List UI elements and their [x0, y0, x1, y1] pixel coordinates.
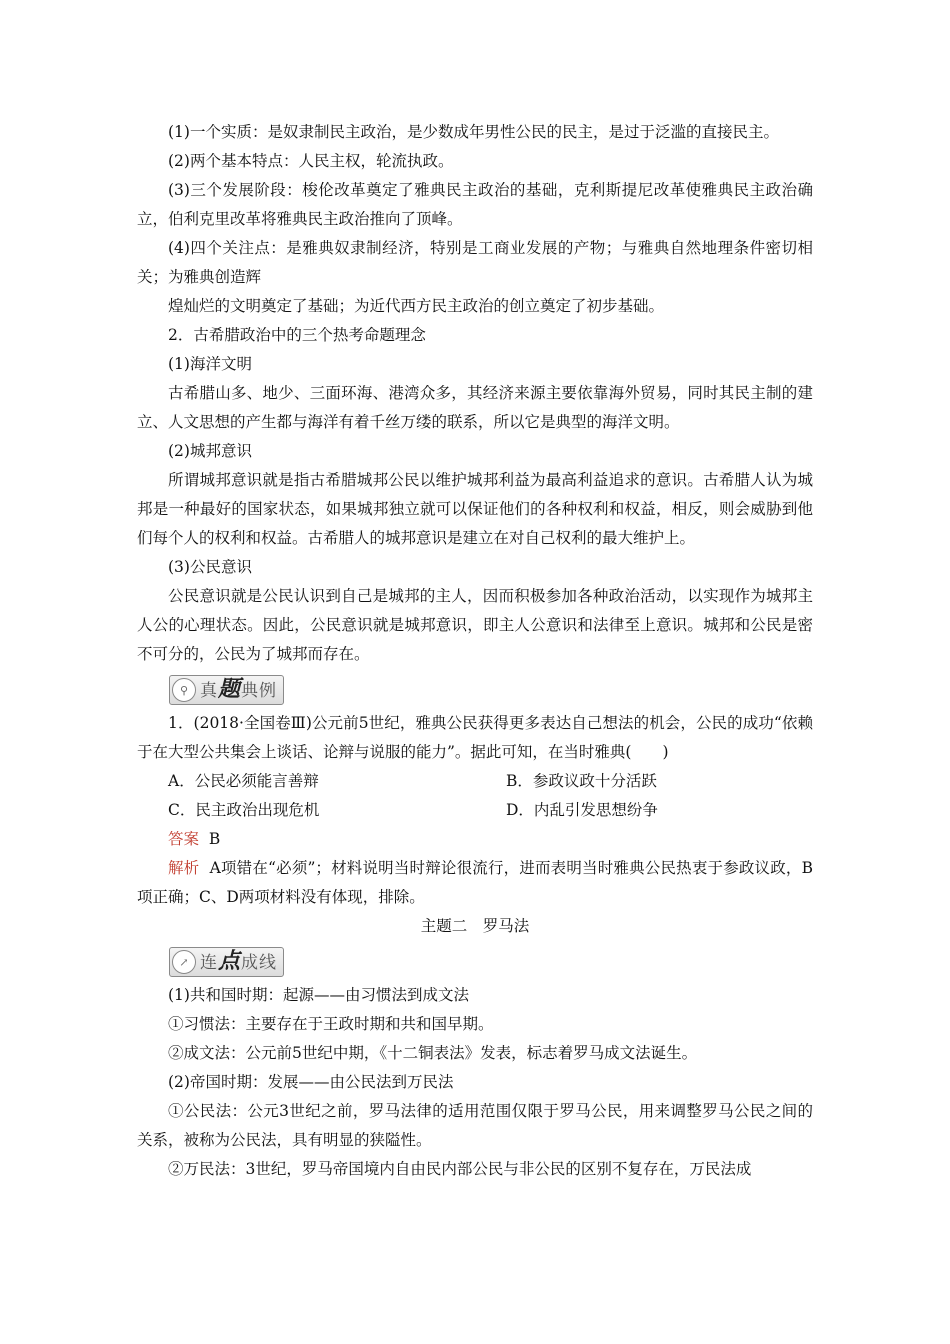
para-written-law: ②成文法：公元前5世纪中期，《十二铜表法》发表，标志着罗马成文法诞生。 [168, 1044, 698, 1062]
key-icon: ⚲ [172, 678, 196, 702]
para-focus-cont: 煌灿烂的文明奠定了基础；为近代西方民主政治的创立奠定了初步基础。 [168, 297, 665, 315]
para-customary-law: ①习惯法：主要存在于王政时期和共和国早期。 [168, 1015, 494, 1033]
badge2-text-post: 成线 [241, 952, 278, 973]
answer-label: 答案 [168, 830, 200, 848]
badge-connect [169, 947, 284, 977]
answer-value: B [208, 830, 221, 848]
badge-real-exam [169, 675, 284, 705]
para-ocean: 古希腊山多、地少、三面环海、港湾众多，其经济来源主要依靠海外贸易，同时其民主制的建立、人文思想的产生都与海洋有着千丝万缕的联系，所以它是典型的海洋文明。 [137, 384, 813, 431]
option-c: C．民主政治出现危机 [168, 801, 320, 819]
subheading-citizen: (3)公民意识 [168, 558, 252, 576]
para-civil-law: ①公民法：公元3世纪之前，罗马法律的适用范围仅限于罗马公民，用来调整罗马公民之间的关系，被称为公民法，具有明显的狭隘性。 [137, 1102, 813, 1149]
section-title: 2．古希腊政治中的三个热考命题理念 [168, 326, 426, 344]
para-city-state: 所谓城邦意识就是指古希腊城邦公民以维护城邦利益为最高利益追求的意识。古希腊人认为城邦是一种最好的国家状态，如果城邦独立就可以保证他们的各种权利和权益，相反，则会威胁到他们每个人的权利和权益。古希腊人的城邦意识是建立在对自己权利的最大维护上。 [137, 471, 813, 547]
para-features: (2)两个基本特点：人民主权，轮流执政。 [168, 152, 454, 170]
badge2-text-pre: 连 [200, 952, 218, 973]
subheading-city-state: (2)城邦意识 [168, 442, 252, 460]
para-law-of-nations: ②万民法：3世纪，罗马帝国境内自由民内部公民与非公民的区别不复存在，万民法成 [168, 1160, 752, 1178]
trend-icon: ↗ [172, 950, 196, 974]
analysis-label: 解析 [168, 859, 200, 877]
option-d: D．内乱引发思想纷争 [506, 801, 658, 819]
para-focus: (4)四个关注点：是雅典奴隶制经济，特别是工商业发展的产物；与雅典自然地理条件密切相关；为雅典创造辉 [137, 239, 813, 286]
para-empire: (2)帝国时期：发展——由公民法到万民法 [168, 1073, 454, 1091]
badge2-text-bold: 点 [218, 947, 242, 974]
badge-text-pre: 真 [200, 680, 218, 701]
topic-heading: 主题二 罗马法 [420, 917, 530, 935]
analysis-text: A项错在“必须”；材料说明当时辩论很流行，进而表明当时雅典公民热衷于参政议政，B项正确；C、D两项材料没有体现，排除。 [137, 859, 813, 906]
badge-text-bold: 题 [218, 675, 242, 702]
answer-line [137, 825, 813, 854]
question-options [137, 767, 813, 825]
subheading-ocean: (1)海洋文明 [168, 355, 252, 373]
question-stem: 1．(2018·全国卷Ⅲ)公元前5世纪，雅典公民获得更多表达自己想法的机会，公民的成功“依赖于在大型公共集会上谈话、论辩与说服的能力”。据此可知，在当时雅典( ) [137, 714, 813, 761]
option-a: A．公民必须能言善辩 [168, 772, 319, 790]
para-republic: (1)共和国时期：起源——由习惯法到成文法 [168, 986, 469, 1004]
document-page [137, 118, 813, 1184]
analysis-line [137, 854, 813, 912]
option-b: B．参政议政十分活跃 [506, 772, 657, 790]
badge-text-post: 典例 [241, 680, 278, 701]
para-essence: (1)一个实质：是奴隶制民主政治，是少数成年男性公民的民主，是过于泛滥的直接民主。 [168, 123, 779, 141]
para-citizen: 公民意识就是公民认识到自己是城邦的主人，因而积极参加各种政治活动，以实现作为城邦主人公的心理状态。因此，公民意识就是城邦意识，即主人公意识和法律至上意识。城邦和公民是密不可分的，公民为了城邦而存在。 [137, 587, 813, 663]
para-stages: (3)三个发展阶段：梭伦改革奠定了雅典民主政治的基础，克利斯提尼改革使雅典民主政治确立，伯利克里改革将雅典民主政治推向了顶峰。 [137, 181, 813, 228]
